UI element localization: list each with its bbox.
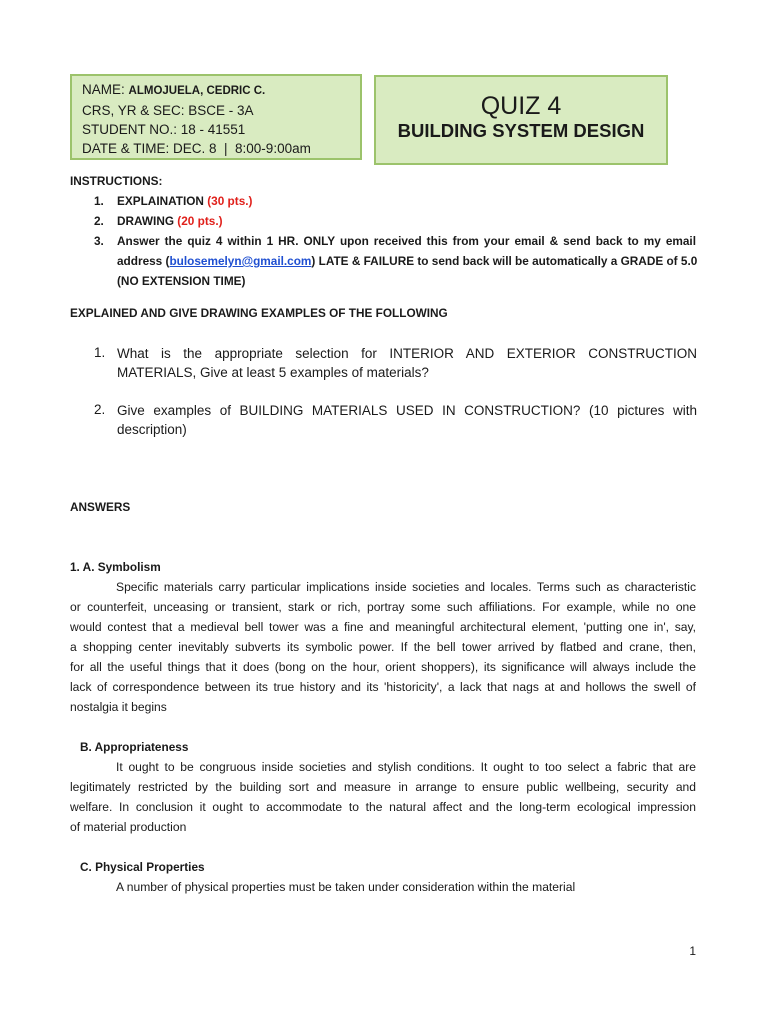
paragraph-line: lack of correspondence between its true history and its 'historicity', a lack that nags at and hollows the swell of bbox=[70, 680, 696, 694]
email-link[interactable]: bulosemelyn@gmail.com bbox=[169, 254, 312, 268]
instructions-heading: INSTRUCTIONS: bbox=[70, 174, 163, 188]
question-number: 2. bbox=[94, 402, 106, 417]
instruction-line: Answer the quiz 4 within 1 HR. ONLY upon received this from your email & send back to my email bbox=[117, 234, 696, 248]
paragraph-line: nostalgia it begins bbox=[70, 700, 167, 714]
name-label: NAME: bbox=[82, 82, 125, 97]
instruction-text: ) LATE & FAILURE to send back will be automatically a GRADE of 5.0 bbox=[311, 254, 698, 268]
paragraph-line: of material production bbox=[70, 820, 187, 834]
quiz-subtitle: BUILDING SYSTEM DESIGN bbox=[397, 120, 645, 141]
instruction-points: (30 pts.) bbox=[207, 194, 253, 208]
question-line: description) bbox=[117, 422, 187, 437]
paragraph-line: welfare. In conclusion it ought to accommodate to the natural affect and the long-term ecological impression bbox=[70, 800, 696, 814]
section-paragraph bbox=[70, 577, 696, 717]
question-number: 1. bbox=[94, 345, 106, 360]
instruction-number: 1. bbox=[94, 194, 104, 208]
paragraph-line: would contest that a medieval bell tower was a fine and meaningful architectural element, 'putting one in', say, bbox=[70, 620, 696, 634]
page-number: 1 bbox=[689, 944, 696, 958]
paragraph-line: legitimately restricted by the building sort and measure in arrange to ensure public wellbeing, security and bbox=[70, 780, 696, 794]
section-heading: B. Appropriateness bbox=[80, 740, 189, 754]
section-paragraph bbox=[70, 757, 696, 837]
paragraph-line: for all the useful things that it does (bong on the hour, orient shoppers), its significance will always include the bbox=[70, 660, 696, 674]
instruction-label: EXPLAINATION bbox=[117, 194, 208, 208]
paragraph-line: a shopping center inevitably subverts its symbolic power. If the bell tower arrived by flatbed and crane, then, bbox=[70, 640, 696, 654]
task-heading: EXPLAINED AND GIVE DRAWING EXAMPLES OF THE FOLLOWING bbox=[70, 306, 448, 320]
answers-heading: ANSWERS bbox=[70, 500, 131, 514]
instruction-line bbox=[117, 251, 697, 271]
instruction-label: DRAWING bbox=[117, 214, 178, 228]
quiz-title-box bbox=[374, 75, 668, 165]
question-line: Give examples of BUILDING MATERIALS USED IN CONSTRUCTION? (10 pictures with bbox=[117, 403, 697, 418]
instruction-item bbox=[117, 211, 223, 231]
instruction-number: 2. bbox=[94, 214, 104, 228]
date-time-line: DATE & TIME: DEC. 8 | 8:00-9:00am bbox=[82, 141, 311, 156]
section-heading: 1. A. Symbolism bbox=[70, 560, 161, 574]
instruction-item bbox=[117, 191, 252, 211]
course-line: CRS, YR & SEC: BSCE - 3A bbox=[82, 103, 254, 118]
instruction-line: (NO EXTENSION TIME) bbox=[117, 274, 246, 288]
section-heading: C. Physical Properties bbox=[80, 860, 205, 874]
question-line: MATERIALS, Give at least 5 examples of materials? bbox=[117, 365, 429, 380]
paragraph-line: It ought to be congruous inside societies and stylish conditions. It ought to too select a fabric that are bbox=[116, 760, 696, 774]
instruction-text: address ( bbox=[117, 254, 170, 268]
student-name: ALMOJUELA, CEDRIC C. bbox=[128, 85, 266, 97]
student-info-box bbox=[70, 74, 362, 160]
name-line bbox=[82, 80, 360, 101]
paragraph-line: or counterfeit, unceasing or transient, stark or rich, portray some such affiliations. For example, while no one bbox=[70, 600, 696, 614]
instruction-number: 3. bbox=[94, 234, 104, 248]
student-number-line: STUDENT NO.: 18 - 41551 bbox=[82, 122, 246, 137]
instruction-points: (20 pts.) bbox=[177, 214, 223, 228]
section-paragraph bbox=[116, 877, 575, 897]
question-line: What is the appropriate selection for INTERIOR AND EXTERIOR CONSTRUCTION bbox=[117, 346, 697, 361]
paragraph-line: A number of physical properties must be taken under consideration within the material bbox=[116, 880, 576, 894]
quiz-title: QUIZ 4 bbox=[480, 92, 562, 120]
paragraph-line: Specific materials carry particular implications inside societies and locales. Terms such as characteristic bbox=[116, 580, 696, 594]
